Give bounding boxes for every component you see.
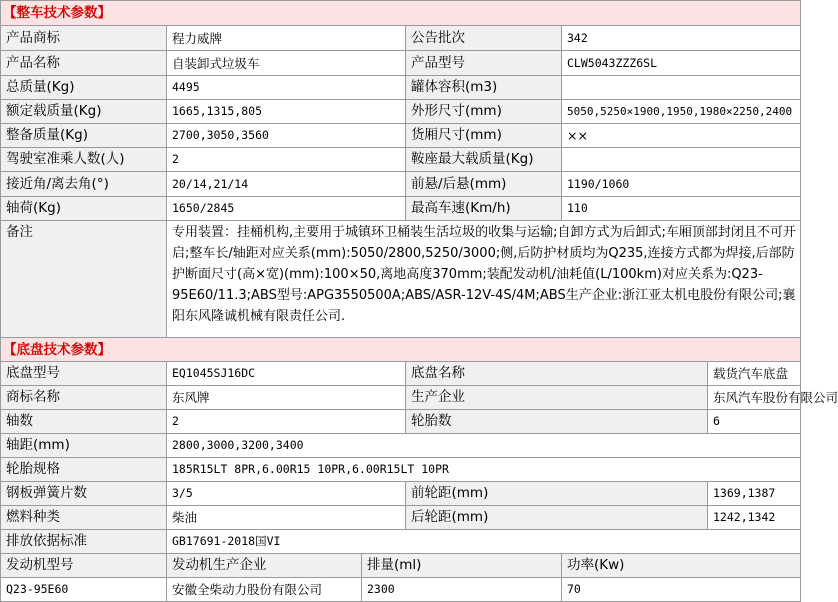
tank-volume-value (562, 76, 801, 100)
engine-model-label: 发动机型号 (1, 554, 167, 578)
table-row (1, 530, 801, 554)
table-row (1, 172, 801, 197)
cab-seats-label: 驾驶室准乘人数(人) (1, 148, 167, 172)
table-row (1, 51, 801, 76)
curb-mass-value: 2700,3050,3560 (167, 124, 406, 148)
displacement-value: 2300 (362, 578, 562, 602)
front-track-label: 前轮距(mm) (406, 482, 708, 506)
vehicle-section-header (1, 1, 801, 26)
front-track-value: 1369,1387 (708, 482, 801, 506)
table-row (1, 554, 801, 578)
curb-mass-label: 整备质量(Kg) (1, 124, 167, 148)
table-row (1, 578, 801, 602)
axle-load-label: 轴荷(Kg) (1, 197, 167, 221)
wheelbase-label: 轴距(mm) (1, 434, 167, 458)
fuel-value: 柴油 (167, 506, 406, 530)
table-row (1, 482, 801, 506)
name-value: 自装卸式垃圾车 (167, 51, 406, 76)
table-row (1, 434, 801, 458)
brand-value: 程力威牌 (167, 26, 406, 51)
fuel-label: 燃料种类 (1, 506, 167, 530)
cab-seats-value: 2 (167, 148, 406, 172)
chassis-brand-label: 商标名称 (1, 386, 167, 410)
model-label: 产品型号 (406, 51, 562, 76)
table-row (1, 506, 801, 530)
chassis-section-header (1, 338, 801, 362)
table-row (1, 76, 801, 100)
rear-track-label: 后轮距(mm) (406, 506, 708, 530)
power-value: 70 (562, 578, 801, 602)
chassis-brand-value: 东风牌 (167, 386, 406, 410)
rear-track-value: 1242,1342 (708, 506, 801, 530)
remarks-label: 备注 (1, 221, 167, 338)
displacement-label: 排量(ml) (362, 554, 562, 578)
wheelbase-value: 2800,3000,3200,3400 (167, 434, 801, 458)
springs-label: 钢板弹簧片数 (1, 482, 167, 506)
saddle-load-value (562, 148, 801, 172)
axles-label: 轴数 (1, 410, 167, 434)
remarks-value: 专用装置：挂桶机构,主要用于城镇环卫桶装生活垃圾的收集与运输;自卸方式为后卸式;车厢顶部封闭且不可开启;整车长/轴距对应关系(mm):5050/2800,5250/3000;侧,后防护材质均为Q235,连接方式都为焊接,后部防护断面尺寸(高×宽)(mm):100×50,离地高度370mm;装配发动机/油耗值(L/100km)对应关系为:Q23-95E60/11.3;ABS型号:APG3550500A;ABS/ASR-12V-4S/4M;ABS生产企业:浙江亚太机电股份有限公司;襄阳东风隆诚机械有限责任公司. (167, 221, 801, 338)
dimensions-value: 5050,5250×1900,1950,1980×2250,2400 (562, 100, 801, 124)
max-speed-value: 110 (562, 197, 801, 221)
rated-load-label: 额定载质量(Kg) (1, 100, 167, 124)
total-mass-label: 总质量(Kg) (1, 76, 167, 100)
table-row (1, 362, 801, 386)
table-row (1, 26, 801, 51)
batch-value: 342 (562, 26, 801, 51)
table-row (1, 410, 801, 434)
max-speed-label: 最高车速(Km/h) (406, 197, 562, 221)
overhang-label: 前悬/后悬(mm) (406, 172, 562, 197)
tank-volume-label: 罐体容积(m3) (406, 76, 562, 100)
table-row (1, 197, 801, 221)
vehicle-section-title: 【整车技术参数】 (3, 5, 111, 21)
axle-load-value: 1650/2845 (167, 197, 406, 221)
engine-maker-label: 发动机生产企业 (167, 554, 362, 578)
springs-value: 3/5 (167, 482, 406, 506)
chassis-name-label: 底盘名称 (406, 362, 708, 386)
chassis-maker-value: 东风汽车股份有限公司 (708, 386, 801, 410)
axles-value: 2 (167, 410, 406, 434)
chassis-model-label: 底盘型号 (1, 362, 167, 386)
chassis-maker-label: 生产企业 (406, 386, 708, 410)
tire-spec-label: 轮胎规格 (1, 458, 167, 482)
table-row (1, 100, 801, 124)
chassis-name-value: 载货汽车底盘 (708, 362, 801, 386)
tire-spec-value: 185R15LT 8PR,6.00R15 10PR,6.00R15LT 10PR (167, 458, 801, 482)
table-row (1, 221, 801, 338)
cargo-size-label: 货厢尺寸(mm) (406, 124, 562, 148)
saddle-load-label: 鞍座最大载质量(Kg) (406, 148, 562, 172)
total-mass-value: 4495 (167, 76, 406, 100)
emission-label: 排放依据标准 (1, 530, 167, 554)
engine-maker-value: 安徽全柴动力股份有限公司 (167, 578, 362, 602)
engine-model-value: Q23-95E60 (1, 578, 167, 602)
angles-label: 接近角/离去角(°) (1, 172, 167, 197)
dimensions-label: 外形尺寸(mm) (406, 100, 562, 124)
name-label: 产品名称 (1, 51, 167, 76)
table-row (1, 386, 801, 410)
tires-count-value: 6 (708, 410, 801, 434)
table-row (1, 124, 801, 148)
table-row (1, 458, 801, 482)
overhang-value: 1190/1060 (562, 172, 801, 197)
cargo-size-value: ×× (562, 124, 801, 148)
model-value: CLW5043ZZZ6SL (562, 51, 801, 76)
brand-label: 产品商标 (1, 26, 167, 51)
tires-count-label: 轮胎数 (406, 410, 708, 434)
power-label: 功率(Kw) (562, 554, 801, 578)
rated-load-value: 1665,1315,805 (167, 100, 406, 124)
chassis-model-value: EQ1045SJ16DC (167, 362, 406, 386)
chassis-section-title: 【底盘技术参数】 (3, 341, 111, 358)
emission-value: GB17691-2018国VI (167, 530, 801, 554)
angles-value: 20/14,21/14 (167, 172, 406, 197)
table-row (1, 148, 801, 172)
batch-label: 公告批次 (406, 26, 562, 51)
